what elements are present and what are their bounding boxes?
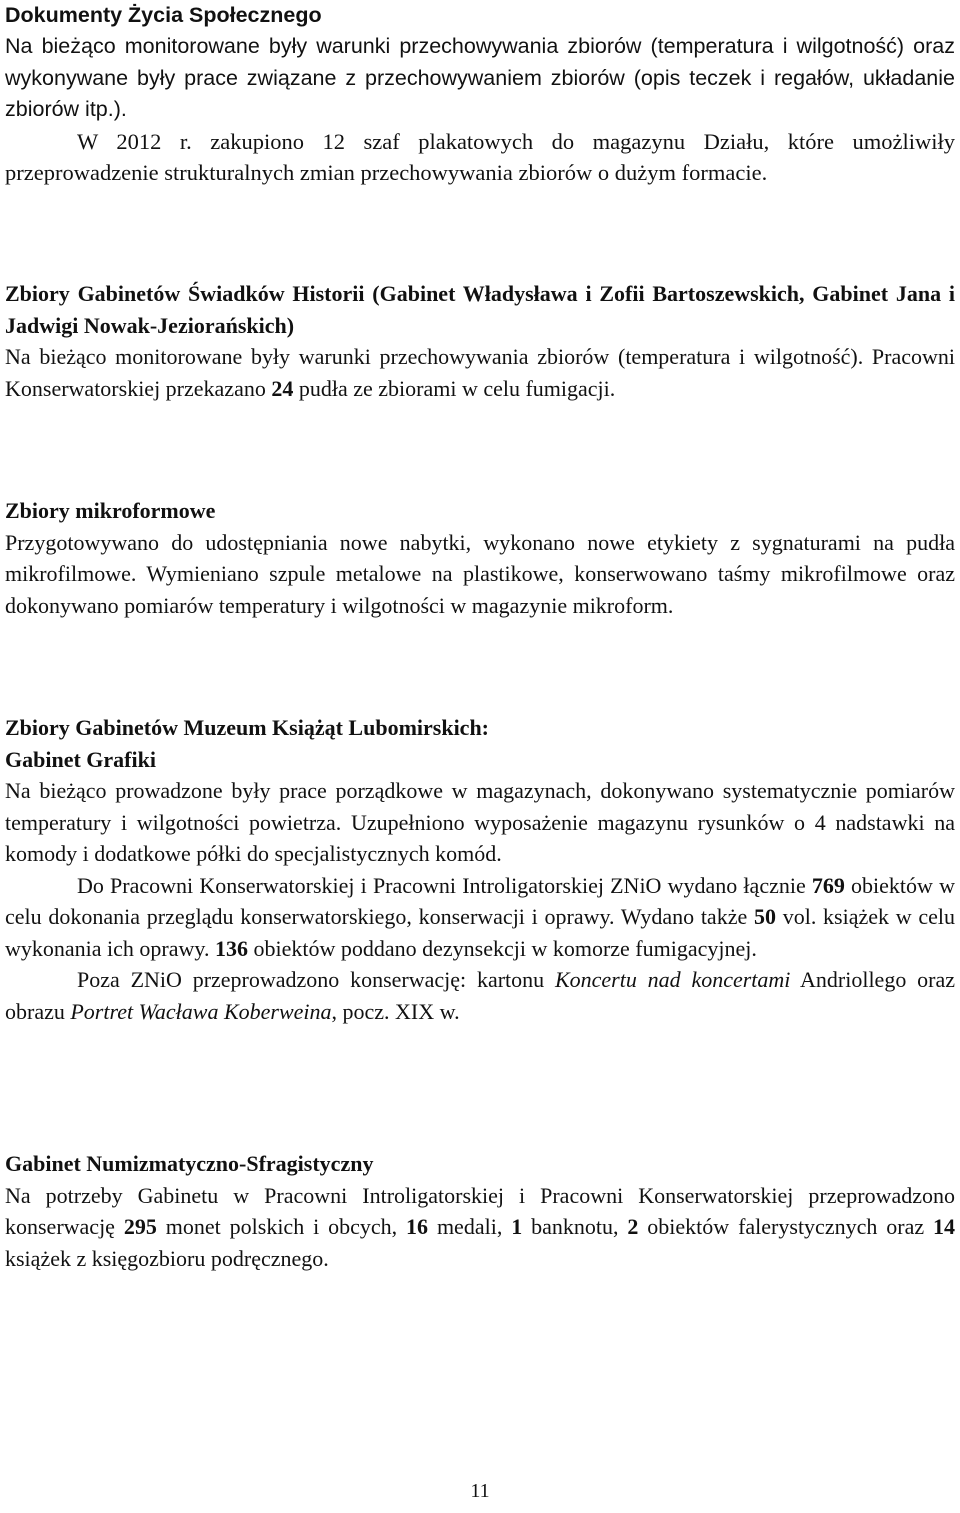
section-mikroformy xyxy=(5,495,955,621)
paragraph: Na bieżąco prowadzone były prace porządkowe w magazynach, dokonywano systematycznie pomiarów temperatury i wilgotności powietrza. Uzupełniono wyposażenie magazynu rysunków o 4 nadstawki na komody i dodatkowe półki do specjalistycznych komód. xyxy=(5,778,955,866)
bold-number: 136 xyxy=(214,935,248,961)
text: Na bieżąco monitorowane były warunki przechowywania zbiorów (temperatura i wilgotność). Pracowni Konserwatorskiej przekazano xyxy=(5,344,955,401)
bold-number: 24 xyxy=(271,375,294,401)
section-muzeum-lubomirskich xyxy=(5,712,955,1027)
text: Andriollego oraz obrazu xyxy=(5,967,955,1024)
bold-number: 2 xyxy=(627,1214,639,1239)
text: pudła ze zbiorami w celu fumigacji. xyxy=(293,375,616,401)
paragraph xyxy=(5,870,955,965)
section-title: Zbiory mikroformowe xyxy=(5,498,216,523)
bold-number: 295 xyxy=(123,1214,157,1239)
section-gabinety-swiadkow xyxy=(5,278,955,404)
text: obiektów falerystycznych oraz xyxy=(638,1214,933,1239)
text: medali, xyxy=(428,1214,512,1239)
section-title: Gabinet Numizmatyczno-Sfragistyczny xyxy=(5,1151,374,1176)
section-subtitle: Gabinet Grafiki xyxy=(5,746,156,772)
artwork-title: Portret Wacława Koberweina xyxy=(70,998,332,1024)
section-numizmatyka xyxy=(5,1148,955,1274)
paragraph xyxy=(5,341,955,404)
section-dokumenty xyxy=(5,0,955,189)
text: monet polskich i obcych, xyxy=(156,1214,407,1239)
bold-number: 16 xyxy=(406,1214,429,1239)
paragraph: Na bieżąco monitorowane były warunki przechowywania zbiorów (temperatura i wilgotność) oraz wykonywane były prace związane z przechowywaniem zbiorów (opis teczek i regałów, układanie zbiorów itp.). xyxy=(5,34,955,121)
bold-number: 50 xyxy=(753,904,776,929)
bold-number: 769 xyxy=(811,872,845,898)
paragraph: Przygotowywano do udostępniania nowe nabytki, wykonano nowe etykiety z sygnaturami na pudła mikrofilmowe. Wymieniano szpule metalowe na plastikowe, konserwowano taśmy mikrofilmowe oraz dokonywano pomiarów temperatury i wilgotności w magazynie mikroform. xyxy=(5,529,955,618)
section-title: Zbiory Gabinetów Świadków Historii (Gabinet Władysława i Zofii Bartoszewskich, Gabinet Jana i Jadwigi Nowak-Jeziorańskich) xyxy=(5,281,955,338)
paragraph xyxy=(5,964,955,1027)
text: banknotu, xyxy=(522,1214,628,1239)
text: , pocz. XIX w. xyxy=(331,998,460,1024)
text: Poza ZNiO przeprowadzono konserwację: kartonu xyxy=(77,967,555,992)
text: książek z księgozbioru podręcznego. xyxy=(5,1245,329,1271)
section-title: Dokumenty Życia Społecznego xyxy=(5,3,322,27)
text: obiektów poddano dezynsekcji w komorze fumigacyjnej. xyxy=(247,935,757,961)
text: Do Pracowni Konserwatorskiej i Pracowni Introligatorskiej ZNiO wydano łącznie xyxy=(77,872,812,898)
paragraph: W 2012 r. zakupiono 12 szaf plakatowych do magazynu Działu, które umożliwiły przeprowadzenie strukturalnych zmian przechowywania zbiorów o dużym formacie. xyxy=(5,128,955,185)
text: Na potrzeby Gabinetu w Pracowni Introligatorskiej i Pracowni Konserwatorskiej przeprowadzono konserwację xyxy=(5,1182,955,1239)
page-number: 11 xyxy=(470,1480,490,1502)
bold-number: 14 xyxy=(933,1214,955,1239)
artwork-title: Koncertu nad koncertami xyxy=(554,967,791,992)
text: vol. książek w celu wykonania ich oprawy. xyxy=(5,904,956,961)
section-title: Zbiory Gabinetów Muzeum Książąt Lubomirskich: xyxy=(5,715,490,740)
paragraph xyxy=(5,1180,955,1275)
bold-number: 1 xyxy=(511,1214,523,1239)
text: obiektów w celu dokonania przeglądu konserwatorskiego, konserwacji i oprawy. Wydano także xyxy=(5,872,955,929)
